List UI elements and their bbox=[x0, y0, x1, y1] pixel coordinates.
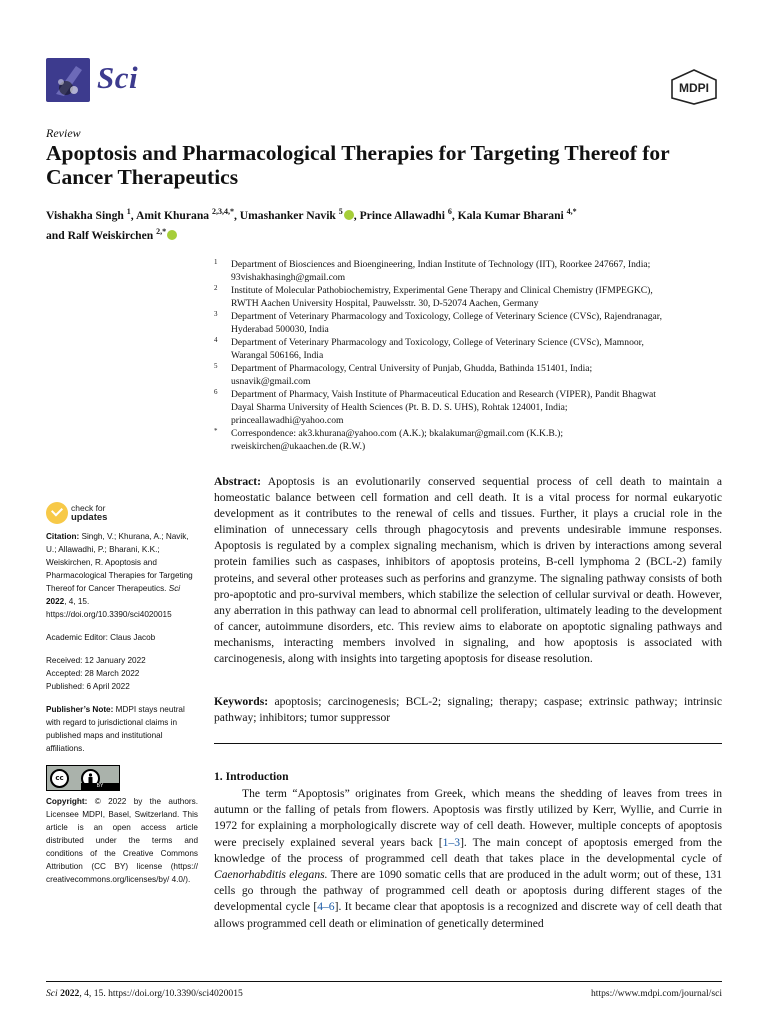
affiliation-number: 4 bbox=[214, 336, 218, 344]
affiliation-item bbox=[214, 427, 724, 453]
publisher-note bbox=[46, 703, 198, 755]
footer-divider bbox=[46, 981, 722, 982]
footer-citation bbox=[46, 988, 243, 999]
affiliation-line: princeallawadhi@yahoo.com bbox=[231, 415, 344, 426]
author-name[interactable]: Ralf Weiskirchen bbox=[67, 228, 154, 242]
affiliations bbox=[214, 258, 724, 453]
author-affiliation-marker: 6 bbox=[447, 207, 452, 216]
article-title: Apoptosis and Pharmacological Therapies for Targeting Thereof for Cancer Therapeutics bbox=[46, 141, 670, 189]
author-name[interactable]: Kala Kumar Bharani bbox=[457, 208, 564, 222]
check-for-updates-button[interactable] bbox=[46, 502, 198, 524]
affiliation-item bbox=[214, 336, 724, 362]
affiliation-line: Dayal Sharma University of Health Sciences (Pt. B. D. S. UHS), Rohtak 124001, India; bbox=[231, 402, 568, 413]
citation-journal: Sci bbox=[168, 584, 181, 593]
affiliation-number: * bbox=[214, 427, 218, 435]
footer-doi-link[interactable]: , 4, 15. https://doi.org/10.3390/sci4020015 bbox=[79, 988, 243, 999]
affiliation-item bbox=[214, 310, 724, 336]
publisher-logo bbox=[666, 68, 722, 106]
section-divider bbox=[214, 743, 722, 744]
author-affiliation-marker: 2,* bbox=[156, 226, 167, 236]
publisher-name: MDPI bbox=[679, 81, 709, 95]
cc-license-badge[interactable] bbox=[46, 765, 120, 791]
citation-label: Citation: bbox=[46, 532, 80, 541]
received-date: Received: 12 January 2022 bbox=[46, 656, 146, 665]
reference-link-4-6[interactable]: 4–6 bbox=[317, 900, 335, 914]
affiliation-line: Department of Veterinary Pharmacology and Toxicology, College of Veterinary Science (CVSc), Mamnoor, bbox=[231, 337, 644, 348]
citation-text: Singh, V.; Khurana, A.; Navik, U.; Allawadhi, P.; Bharani, K.K.; Weiskirchen, R. Apoptosis and Pharmacological Therapies for Targeting Thereof for Cancer Therapeutics. bbox=[46, 532, 193, 593]
author-name[interactable]: Umashanker Navik bbox=[239, 208, 336, 222]
journal-name: Sci bbox=[97, 60, 139, 95]
affiliation-line: Warangal 506166, India bbox=[231, 350, 324, 361]
citation-year: 2022 bbox=[46, 597, 65, 606]
footer-year: 2022 bbox=[60, 988, 80, 999]
intro-text-2: ]. The main concept of apoptosis emerged from the knowledge of the process of programmed cell death that takes place in the developmental cycle of bbox=[214, 835, 722, 865]
check-updates-line1: check for bbox=[71, 503, 106, 513]
affiliation-line: usnavik@gmail.com bbox=[231, 376, 311, 387]
reference-link-1-3[interactable]: 1–3 bbox=[442, 835, 461, 849]
article-type: Review bbox=[46, 126, 81, 140]
affiliation-line: Department of Pharmacy, Vaish Institute of Pharmaceutical Education and Research (VIPER), Pandit Bhagwat bbox=[231, 389, 656, 400]
affiliation-line: Department of Veterinary Pharmacology and Toxicology, College of Veterinary Science (CVSc), Rajendranagar, bbox=[231, 311, 662, 322]
affiliation-number: 5 bbox=[214, 362, 218, 370]
author-affiliation-marker: 4,* bbox=[566, 207, 577, 216]
abstract-label: Abstract: bbox=[214, 475, 262, 488]
author-name[interactable]: Prince Allawadhi bbox=[359, 208, 445, 222]
orcid-icon[interactable] bbox=[344, 210, 354, 220]
abstract bbox=[214, 474, 722, 667]
affiliation-line: Hyderabad 500030, India bbox=[231, 324, 329, 335]
copyright-label: Copyright: bbox=[46, 797, 88, 806]
affiliation-line: Department of Pharmacology, Central University of Punjab, Ghudda, Bathinda 151401, India; bbox=[231, 363, 593, 374]
author-affiliation-marker: 5 bbox=[338, 207, 343, 216]
affiliation-item bbox=[214, 388, 724, 427]
orcid-icon[interactable] bbox=[167, 230, 177, 240]
affiliation-item bbox=[214, 258, 724, 284]
author-affiliation-marker: 1 bbox=[126, 207, 131, 216]
affiliation-line: Institute of Molecular Pathobiochemistry, Experimental Gene Therapy and Clinical Chemistry (IFMPEGKC), bbox=[231, 285, 653, 296]
abstract-text: Apoptosis is an evolutionarily conserved sequential process of cell death to maintain a homeostatic balance between cell formation and cell death. It is a vital process for normal eukaryotic development as it contributes to the renewal of cells and tissues. Further, it plays a crucial role in the elimination of unnecessary cells through phagocytosis and prevents undesirable immune responses. Apoptosis is regulated by a complex signaling mechanism, which is driven by interactions among several protein families such as caspases, inhibitors of apoptosis proteins, B-cell lymphoma 2 (BCL-2) family proteins, and several other proteases such as perforins and granzyme. The signaling pathway consists of both pro-apoptotic and pro-survival members, which stabilize the selection of cellular survival or death. However, any aberration in this pathway can lead to abnormal cell proliferation, ultimately leading to the development of cancer, autoimmune disorders, etc. This review aims to elaborate on apoptotic signaling pathways and mechanisms, interacting members involved in signaling, and how apoptosis is associated with carcinogenesis, along with insights into targeting apoptosis for disease resolution. bbox=[214, 475, 722, 666]
affiliation-line: Correspondence: ak3.khurana@yahoo.com (A.K.); bkalakumar@gmail.com (K.K.B.); bbox=[231, 428, 564, 439]
author-name[interactable]: Amit Khurana bbox=[135, 208, 210, 222]
sidebar bbox=[46, 502, 198, 886]
author-affiliation-marker: 2,3,4,* bbox=[211, 207, 234, 216]
affiliation-number: 2 bbox=[214, 284, 218, 292]
keywords-label: Keywords: bbox=[214, 695, 269, 708]
affiliation-line: RWTH Aachen University Hospital, Pauwelsstr. 30, D-52074 Aachen, Germany bbox=[231, 298, 539, 309]
intro-text-1: The term “Apoptosis” originates from Greek, which means the shedding of leaves from trees in autumn or the falling of petals from flowers. Apoptosis was firstly utilized by Kerr, Wyllie, and Currie in 1972 for explaining a morphologically discrete way of cell death. However, multiple concepts of apoptosis were precisely explained several years back [ bbox=[214, 787, 722, 849]
copyright-text: © 2022 by the authors. Licensee MDPI, Basel, Switzerland. This article is an open access article distributed under the terms and conditions of the Creative Commons Attribution (CC BY) license (https:// creativecommons.org/licenses/by/ 4.0/). bbox=[46, 797, 198, 884]
journal-logo bbox=[46, 58, 90, 102]
section-heading-introduction: 1. Introduction bbox=[214, 770, 289, 783]
footer-journal-url[interactable]: https://www.mdpi.com/journal/sci bbox=[590, 988, 722, 999]
introduction-paragraph bbox=[214, 786, 722, 932]
accepted-date: Accepted: 28 March 2022 bbox=[46, 669, 140, 678]
keywords-text: apoptosis; carcinogenesis; BCL-2; signaling; therapy; caspase; extrinsic pathway; intrinsic pathway; inhibitors; tumor suppressor bbox=[214, 695, 722, 725]
footer-journal: Sci bbox=[46, 988, 58, 999]
author-list: Vishakha Singh $^1$, Amit Khurana $^{2,3,4,*}$, Umashanker Navik $^5$ , Prince Allawadhi $^6$, Kala Kumar Bharani $^{4,*}$ and Ralf Weiskirchen $^{2,*}$ bbox=[46, 207, 577, 242]
published-date: Published: 6 April 2022 bbox=[46, 682, 130, 691]
affiliation-line: Department of Biosciences and Bioengineering, Indian Institute of Technology (IIT), Roorkee 247667, India; bbox=[231, 259, 651, 270]
cc-by-label: BY bbox=[81, 783, 119, 790]
citation-doi-link[interactable]: , 4, 15. https://doi.org/10.3390/sci4020015 bbox=[46, 597, 172, 619]
author-name[interactable]: Vishakha Singh bbox=[46, 208, 124, 222]
citation-block bbox=[46, 530, 198, 621]
academic-editor: Academic Editor: Claus Jacob bbox=[46, 633, 156, 642]
publisher-note-label: Publisher’s Note: bbox=[46, 705, 114, 714]
affiliation-line: 93vishakhasingh@gmail.com bbox=[231, 272, 346, 283]
check-updates-line2: updates bbox=[71, 512, 108, 523]
affiliation-number: 1 bbox=[214, 258, 218, 266]
intro-text-4: ]. It became clear that apoptosis is a recognized and discrete way of cell death that allows programmed cell death or elimination of genetically determined bbox=[214, 900, 722, 930]
check-updates-icon bbox=[46, 502, 68, 524]
affiliation-item bbox=[214, 284, 724, 310]
dates-block bbox=[46, 654, 198, 693]
publisher-note-text: MDPI stays neutral with regard to jurisdictional claims in published maps and institutional affiliations. bbox=[46, 705, 185, 753]
intro-text-3: There are 1090 somatic cells that are produced in the adult worm; out of these, 131 cells go through the pathway of programmed cell death or apoptosis during different stages of the developmental cycle [ bbox=[214, 868, 723, 914]
keywords bbox=[214, 694, 722, 726]
copyright-block bbox=[46, 795, 198, 886]
species-name: Caenorhabditis elegans. bbox=[214, 868, 328, 882]
affiliation-item bbox=[214, 362, 724, 388]
affiliation-number: 3 bbox=[214, 310, 218, 318]
affiliation-number: 6 bbox=[214, 388, 218, 396]
cc-icon: cc bbox=[50, 769, 69, 788]
affiliation-line: rweiskirchen@ukaachen.de (R.W.) bbox=[231, 441, 366, 452]
